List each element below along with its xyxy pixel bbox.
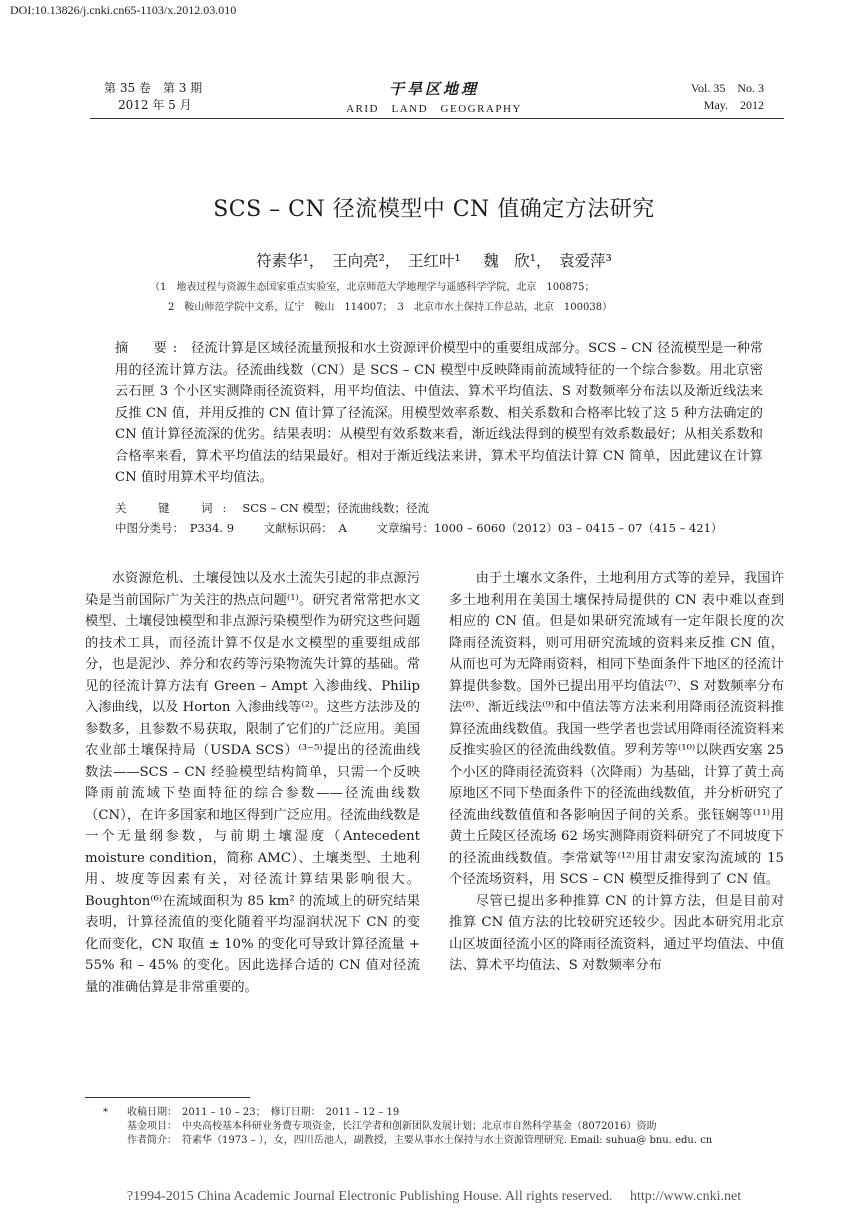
body-column-right [449,568,784,977]
keywords [115,500,763,516]
clc-number: 中图分类号： P334. 9 [115,521,235,535]
copyright-footer: ?1994-2015 China Academic Journal Electronic Publishing House. All rights reserved. http://www.cnki.net [126,1189,742,1204]
body-paragraph: 由于土壤水文条件，土地利用方式等的差异，我国许多土地利用在美国土壤保持局提供的 CN 表中难以查到相应的 CN 值。但是如果研究流域有一定年限长度的次降雨径流资料，则可用研究流域的资料来反推 CN 值，从而也可为无降雨资料，相同下垫面条件下地区的径流计算提供参数。国外已提出用平均值法⁽⁷⁾、S 对数频率分布法⁽⁸⁾、渐近线法⁽⁹⁾和中值法等方法来利用降雨径流资料推算径流曲线数值。我国一些学者也尝试用降雨径流资料来反推实验区的径流曲线数值。罗利芳等⁽¹⁰⁾以陕西安塞 25 个小区的降雨径流资料（次降雨）为基础，计算了黄土高原地区不同下垫面条件下的径流曲线数值，并分析研究了径流曲线数值值和各影响因子间的关系。张钰娴等⁽¹¹⁾用黄土丘陵区径流场 62 场实测降雨资料研究了不同坡度下的径流曲线数值。李常斌等⁽¹²⁾用甘肃安家沟流域的 15 个径流场资料，用 SCS – CN 模型反推得到了 CN 值。 [449,571,784,887]
header-volume-en [691,80,764,114]
abstract-text: 径流计算是区域径流量预报和水土资源评价模型中的重要组成部分。SCS – CN 径流模型是一种常用的径流计算方法。径流曲线数（CN）是 SCS – CN 模型中反映降雨前流域特征的一个综合参数。用北京密云石匣 3 个小区实测降雨径流资料，用平均值法、中值法、算术平均值法、S 对数频率分布法以及渐近线法来反推 CN 值，并用反推的 CN 值计算了径流深。用模型效率系数、相关系数和合格率比较了这 5 种方法确定的 CN 值计算径流深的优劣。结果表明：从模型有效系数来看，渐近线法得到的模型有效系数最好；从相关系数和合格率来看，算术平均值法的结果最好。相对于渐近线法来讲，算术平均值法计算 CN 简单，因此建议在计算 CN 值时用算术平均值法。 [115,341,763,485]
header-volume-issue-cn: 第 35 卷 第 3 期 [104,81,203,95]
journal-title-cn: 干旱区地理 [388,80,479,98]
doi-line: DOI:10.13826/j.cnki.cn65-1103/x.2012.03.010 [10,3,237,17]
body-column-left [85,568,420,998]
keywords-label: 关 键 词: [115,501,237,515]
journal-title-en: ARID LAND GEOGRAPHY [346,103,522,115]
classification-line [115,520,763,536]
affiliation-line-1: （1 地表过程与资源生态国家重点实验室，北京师范大学地理学与遥感科学学院，北京 100875； [150,282,595,293]
header-rule [90,118,784,119]
footnotes [105,1106,805,1148]
footnote-marker: * [103,1107,108,1118]
footnote-received: 收稿日期： 2011 – 10 – 23； 修订日期： 2011 – 12 – 19 [127,1107,400,1118]
body-paragraph: 尽管已提出多种推算 CN 的计算方法，但是目前对推算 CN 值方法的比较研究还较少。因此本研究用北京山区坡面径流小区的降雨径流资料，通过平均值法、中值法、算术平均值法、S 对数频率分布 [449,893,784,973]
paper-title: SCS – CN 径流模型中 CN 值确定方法研究 [213,197,655,222]
footnote-funding: 基金项目： 中央高校基本科研业务费专项资金，长江学者和创新团队发展计划；北京市自然科学基金（8072016）资助 [127,1121,657,1132]
affiliations [150,278,750,318]
article-number: 文章编号：1000 – 6060（2012）03 – 0415 – 07（415 – 421） [376,521,723,535]
footnote-rule [85,1097,250,1098]
affiliation-line-2: 2 鞍山师范学院中文系，辽宁 鞍山 114007； 3 北京市水土保持工作总站，北京 100038） [168,302,613,313]
document-code: 文献标识码： A [263,521,347,535]
keywords-text: SCS – CN 模型；径流曲线数；径流 [242,501,430,515]
header-volume-issue-en: Vol. 35 No. 3 [690,81,764,95]
author-list: 符素华¹， 王向亮²， 王红叶¹ 魏 欣¹， 袁爱萍³ [256,252,612,270]
header-date-cn: 2012 年 5 月 [118,98,192,112]
header-date-en: May. 2012 [703,98,764,112]
abstract [115,338,763,489]
body-paragraph: 水资源危机、土壤侵蚀以及水土流失引起的非点源污染是当前国际广为关注的热点问题⁽¹⁾。研究者常常把水文模型、土壤侵蚀模型和非点源污染模型作为研究这些问题的技术工具，而径流计算不仅是水文模型的重要组成部分，也是泥沙、养分和农药等污染物流失计算的基础。常见的径流计算方法有 Green – Ampt 入渗曲线、Philip 入渗曲线，以及 Horton 入渗曲线等⁽²⁾。这些方法涉及的参数多，且参数不易获取，限制了它们的广泛应用。美国农业部土壤保持局（USDA SCS）⁽³⁻⁵⁾提出的径流曲线数法——SCS – CN 经验模型结构简单，只需一个反映降雨前流域下垫面特征的综合参数——径流曲线数（CN），在许多国家和地区得到广泛应用。径流曲线数是一个无量纲参数，与前期土壤湿度（Antecedent moisture condition，简称 AMC）、土壤类型、土地利用、坡度等因素有关，对径流计算结果影响很大。Boughton⁽⁶⁾在流域面积为 85 km² 的流域上的研究结果表明，计算径流值的变化随着平均湿润状况下 CN 的变化而变化，CN 取值 ± 10% 的变化可导致计算径流量 + 55% 和 – 45% 的变化。因此选择合适的 CN 值对径流量的准确估算是非常重要的。 [85,571,420,995]
abstract-label: 摘 要: [115,341,184,356]
footnote-author-bio: 作者简介： 符素华（1973 – ），女，四川岳池人，副教授，主要从事水土保持与水土资源管理研究. Email: suhua@ bnu. edu. cn [127,1135,713,1146]
